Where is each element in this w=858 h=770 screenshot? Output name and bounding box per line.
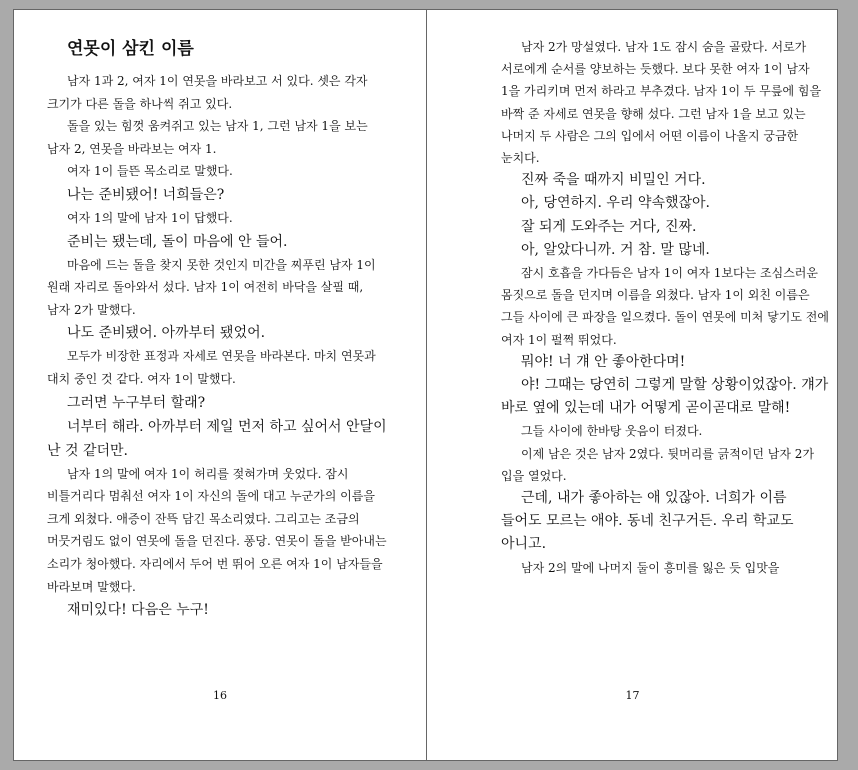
narration-paragraph: 여자 1의 말에 남자 1이 답했다. (67, 210, 233, 225)
narration-paragraph: 여자 1이 들뜬 목소리로 말했다. (67, 164, 233, 179)
dialogue-line: 나는 준비됐어! 너희들은? (67, 186, 225, 203)
dialogue-line: 나도 준비됐어. 아까부터 됐었어. (67, 325, 266, 342)
dialogue-line: 아, 당연하지. 우리 약속했잖아. (521, 195, 710, 212)
left-page-content (47, 36, 387, 622)
dialogue-line: 진짜 죽을 때까지 비밀인 거다. (521, 172, 706, 189)
narration-paragraph: 이제 남은 것은 남자 2였다. 뒷머리를 긁적이던 남자 2가 입을 열었다. (501, 446, 815, 483)
page-number-right: 17 (625, 689, 640, 702)
left-paragraphs (47, 70, 387, 622)
narration-paragraph: 남자 2의 말에 나머지 둘이 흥미를 잃은 듯 입맛을 (521, 560, 780, 575)
right-page-content (501, 36, 831, 579)
narration-paragraph: 마음에 드는 돌을 찾지 못한 것인지 미간을 찌푸린 남자 1이 원래 자리로 돌아와서 섰다. 남자 1이 여전히 바닥을 살필 때, 남자 2가 말했다. (47, 257, 376, 317)
dialogue-line: 뭐야! 너 걔 안 좋아한다며! (521, 353, 686, 370)
dialogue-line: 야! 그때는 당연히 그렇게 말할 상황이었잖아. 걔가 바로 옆에 있는데 내가 어떻게 곧이곧대로 말해! (501, 377, 829, 417)
chapter-title: 연못이 삼킨 이름 (67, 39, 194, 59)
narration-paragraph: 남자 2가 망설였다. 남자 1도 잠시 숨을 골랐다. 서로가 서로에게 순서를 양보하는 듯했다. 보다 못한 여자 1이 남자 1을 가리키며 먼저 하라고 부추겼다. 남자 1이 두 무릎에 힘을 바짝 준 자세로 연못을 향해 섰다. 그런 남자 1을 보고 있는 나머지 두 사람은 그의 입에서 어떤 이름이 나올지 궁금한 눈치다. (501, 40, 822, 166)
dialogue-line: 재미있다! 다음은 누구! (67, 602, 209, 619)
book-spread (13, 9, 838, 761)
dialogue-line: 잘 되게 도와주는 거다, 진짜. (521, 218, 697, 235)
narration-paragraph: 돌을 있는 힘껏 움켜쥐고 있는 남자 1, 그런 남자 1을 보는 남자 2, 연못을 바라보는 여자 1. (47, 119, 368, 156)
narration-paragraph: 잠시 호흡을 가다듬은 남자 1이 여자 1보다는 조심스러운 몸짓으로 돌을 던지며 이름을 외쳤다. 남자 1이 외친 이름은 그들 사이에 큰 파장을 일으켰다. 돌이 연못에 미처 닿기도 전에 여자 1이 펄쩍 뛰었다. (501, 266, 829, 347)
narration-paragraph: 남자 1과 2, 여자 1이 연못을 바라보고 서 있다. 셋은 각자 크기가 다른 돌을 하나씩 쥐고 있다. (47, 74, 368, 111)
dialogue-line: 너부터 해라. 아까부터 제일 먼저 하고 싶어서 안달이 난 것 같더만. (47, 418, 387, 459)
narration-paragraph: 남자 1의 말에 여자 1이 허리를 젖혀가며 웃었다. 잠시 비틀거리다 멈춰선 여자 1이 자신의 돌에 대고 누군가의 이름을 크게 외쳤다. 애증이 잔뜩 담긴 목소리였다. 그리고는 조금의 머뭇거림도 없이 연못에 돌을 던진다. 퐁당. 연못이 돌을 받아내는 소리가 청아했다. 자리에서 두어 번 뛰어 오른 여자 1이 남자들을 바라보며 말했다. (47, 466, 387, 594)
dialogue-line: 준비는 됐는데, 돌이 마음에 안 들어. (67, 233, 288, 250)
page-number-left: 16 (213, 689, 227, 702)
narration-paragraph: 그들 사이에 한바탕 웃음이 터졌다. (521, 424, 703, 439)
dialogue-line: 근데, 내가 좋아하는 애 있잖아. 너희가 이름 들어도 모르는 애야. 동네 친구거든. 우리 학교도 아니고. (501, 490, 794, 553)
narration-paragraph: 모두가 비장한 표정과 자세로 연못을 바라본다. 마치 연못과 대치 중인 것 같다. 여자 1이 말했다. (47, 349, 376, 386)
dialogue-line: 아, 알았다니까. 거 참. 말 많네. (521, 241, 710, 258)
right-page (427, 10, 838, 760)
dialogue-line: 그러면 누구부터 할래? (67, 394, 206, 411)
right-paragraphs (501, 36, 831, 579)
left-page (14, 10, 426, 760)
